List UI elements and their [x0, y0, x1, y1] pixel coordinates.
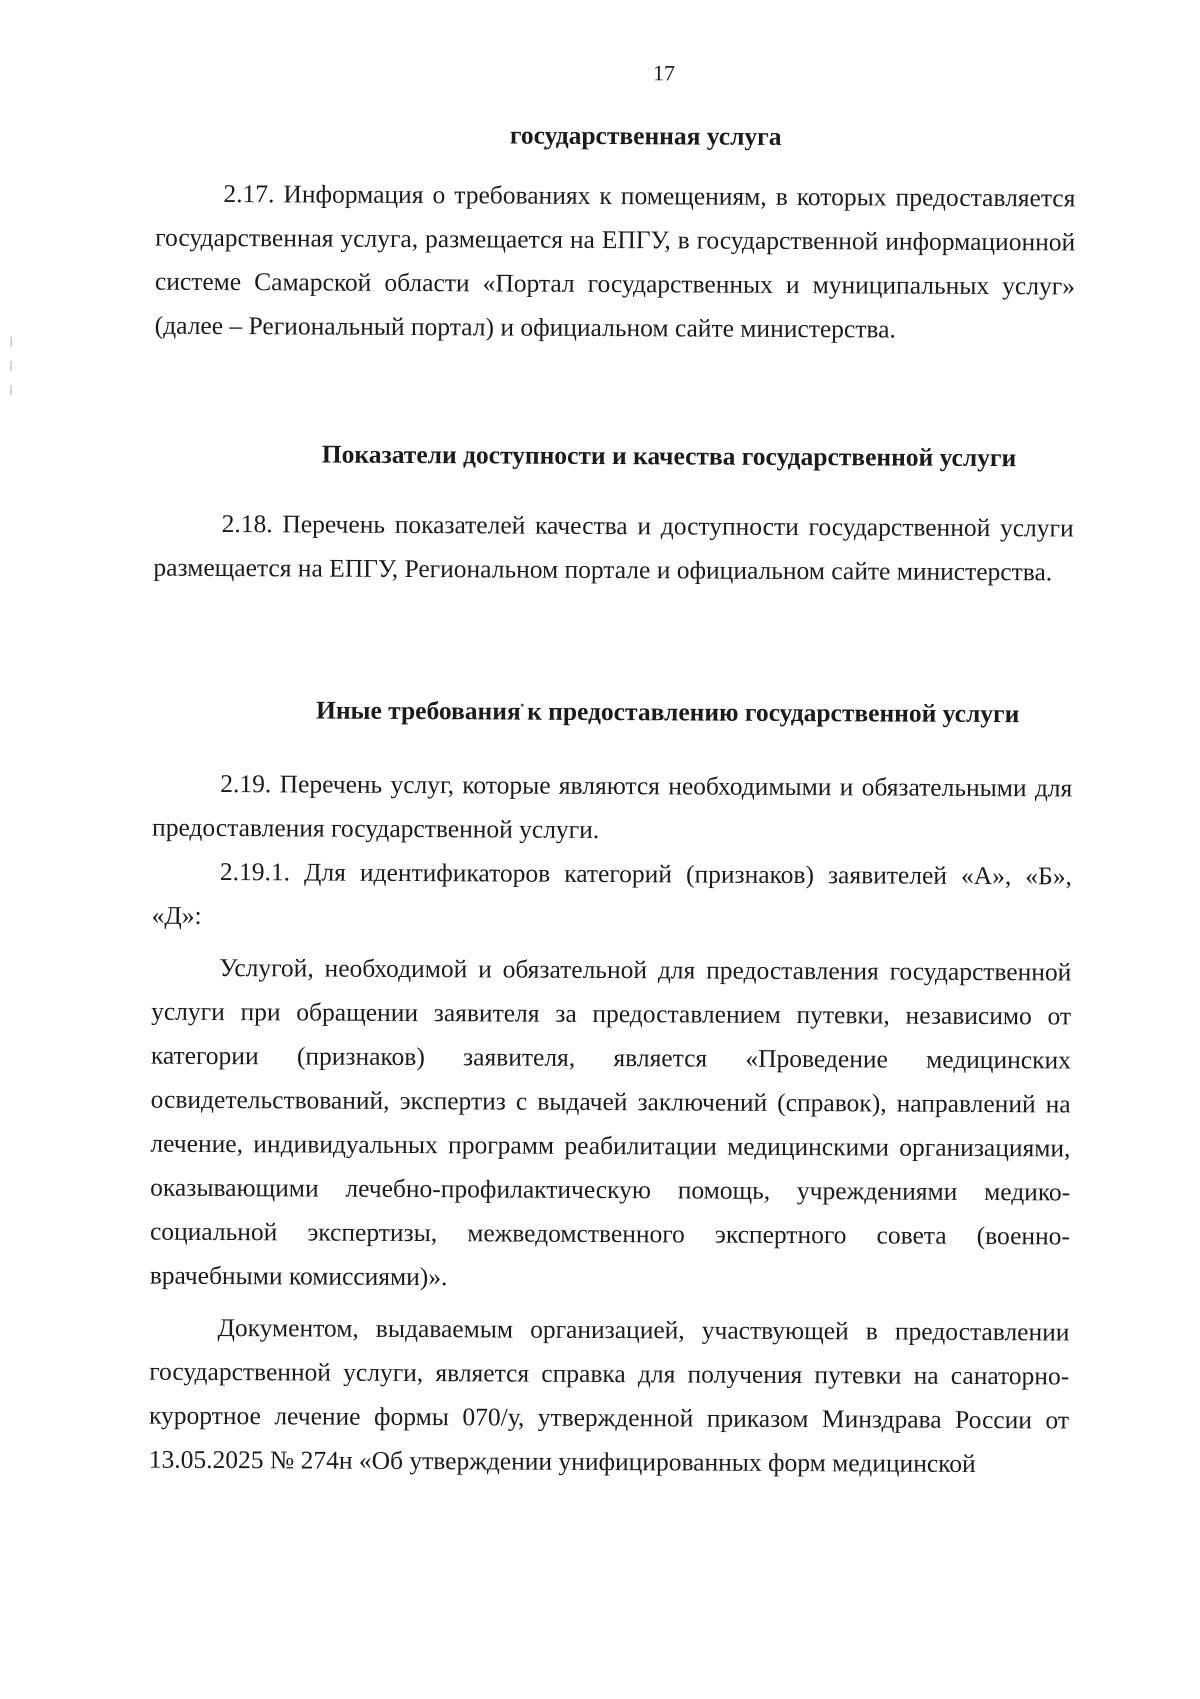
paragraph-2-17: 2.17. Информация о требованиях к помещениям, в которых предоставляется государственная услуга, размещается на ЕПГУ, в государственной информационной системе Самарской области «Портал государственных и муниципальных услуг» (далее – Региональный портал) и официальном сайте министерства.: [154, 179, 1076, 344]
paragraph-required-service: Услугой, необходимой и обязательной для предоставления государственной услуги при обращении заявителя за предоставлением путевки, независимо от категории (признаков) заявителя, является «Проведение медицинских освидетельствований, экспертиз с выдачей заключений (справок), направлений на лечение, индивидуальных программ реабилитации медицинскими организациями, оказывающими лечебно-профилактическую помощь, учреждениями медико-социальной экспертизы, межведомственного экспертного совета (военно-врачебными комиссиями)».: [149, 953, 1072, 1292]
section-other-requirements-body: [149, 762, 1073, 1487]
section-quality: [154, 432, 1074, 481]
section-heading: Показатели доступности и качества государственной услуги: [321, 439, 1017, 473]
paragraph-2-19: 2.19. Перечень услуг, которые являются необходимыми и обязательными для предоставления государственной услуги.: [152, 769, 1073, 844]
page-number: 17: [652, 60, 676, 86]
section-heading: государственная услуга: [509, 120, 782, 151]
section-premises: [156, 112, 1076, 161]
section-premises-body: [155, 172, 1076, 353]
section-other-requirements: [153, 688, 1073, 737]
paragraph-2-18: 2.18. Перечень показателей качества и доступности государственной услуги размещается на ЕПГУ, Региональном портале и официальном сайте министерства.: [153, 509, 1074, 587]
paragraph-2-19-1: 2.19.1. Для идентификаторов категорий (признаков) заявителей «А», «Б», «Д»:: [151, 857, 1072, 930]
scan-margin-marks: [10, 337, 13, 407]
paragraph-issued-document: Документом, выдаваемым организацией, участвующей в предоставлении государственной услуги, является справка для получения путевки на санаторно-курортное лечение формы 070/у, утвержденной приказом Минздрава России от 13.05.2025 № 274н «Об утверждении унифицированных форм медицинской: [148, 1313, 1070, 1478]
section-quality-body: [153, 502, 1073, 595]
section-heading: Иные требования к предоставлению государственной услуги: [316, 695, 1020, 729]
